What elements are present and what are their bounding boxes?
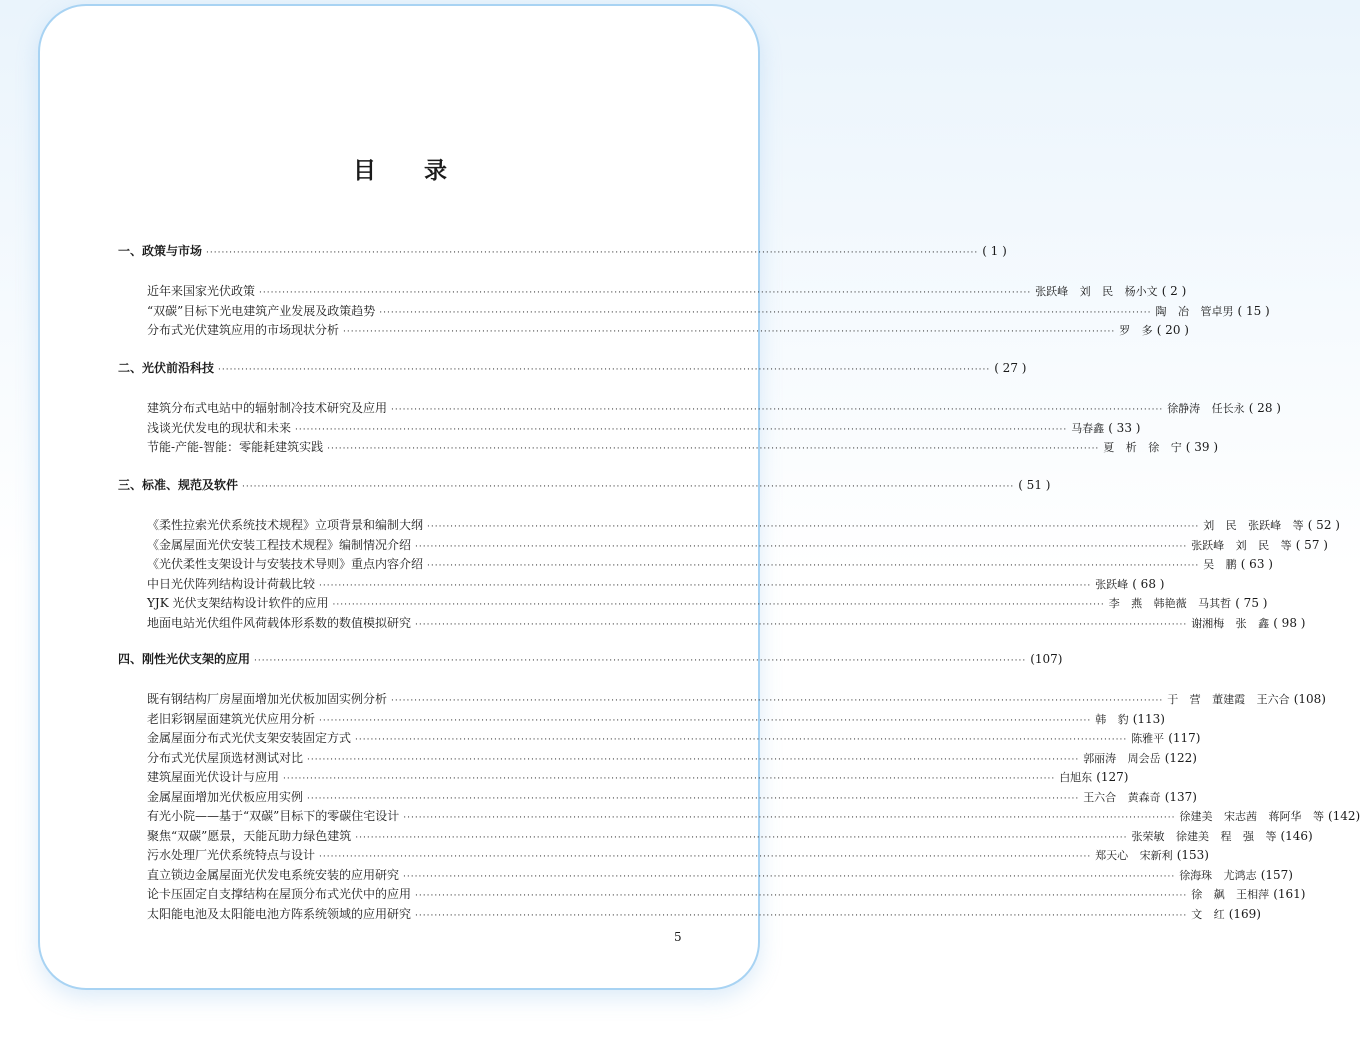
leader-dots: ········································································································································································································ <box>332 600 1105 610</box>
entry-authors: 张荣敏 徐建美 程 强 等 <box>1131 829 1277 843</box>
toc-entry <box>147 906 1261 924</box>
toc-entry <box>147 750 1197 768</box>
leader-dots: ········································································································································································································ <box>427 561 1200 571</box>
leader-dots: ········································································································································································································ <box>403 813 1176 823</box>
entry-title: 聚焦“双碳”愿景，天能瓦助力绿色建筑 <box>147 828 352 843</box>
entry-page: (169) <box>1228 906 1261 921</box>
toc-entry <box>147 828 1313 846</box>
entry-page: (157) <box>1260 867 1293 882</box>
section-title: 四、刚性光伏支架的应用 <box>118 652 251 666</box>
section-title: 三、标准、规范及软件 <box>118 478 239 492</box>
entry-page: ( 52 ) <box>1307 518 1340 532</box>
entry-page: (161) <box>1273 887 1306 901</box>
entry-title: 节能-产能-智能：零能耗建筑实践 <box>147 440 324 454</box>
entry-title: 《柔性拉索光伏系统技术规程》立项背景和编制大纲 <box>147 518 424 532</box>
entry-title: 分布式光伏屋顶选材测试对比 <box>147 750 304 765</box>
entry-page: ( 57 ) <box>1295 537 1328 552</box>
entry-page: ( 63 ) <box>1240 557 1273 571</box>
toc-entry <box>147 867 1293 885</box>
leader-dots: ········································································································································································································ <box>415 910 1188 921</box>
leader-dots: ········································································································································································································ <box>415 619 1188 630</box>
page-title: 目 录 <box>352 158 467 184</box>
entry-page: ( 75 ) <box>1235 596 1268 610</box>
entry-authors: 郭丽涛 周会岳 <box>1083 751 1161 765</box>
leader-dots: ········································································································································································································ <box>319 715 1092 726</box>
entry-page: (117) <box>1168 731 1201 745</box>
toc-entry <box>147 303 1270 321</box>
entry-page: ( 15 ) <box>1237 303 1270 318</box>
leader-dots: ········································································································································································································ <box>242 482 1015 492</box>
entry-authors: 张跃峰 <box>1095 577 1129 591</box>
toc-entry <box>147 556 1273 574</box>
entry-authors: 张跃峰 刘 民 杨小文 <box>1035 285 1158 298</box>
entry-page: ( 20 ) <box>1156 323 1189 337</box>
entry-page: (142) <box>1327 809 1360 823</box>
entry-title: 金属屋面增加光伏板应用实例 <box>147 789 304 804</box>
section-heading <box>118 360 1027 378</box>
leader-dots: ········································································································································································································ <box>355 832 1128 843</box>
toc-entry <box>147 730 1201 748</box>
leader-dots: ········································································································································································································ <box>391 696 1164 706</box>
entry-authors: 罗 多 <box>1119 324 1153 337</box>
entry-title: 近年来国家光伏政策 <box>147 284 256 298</box>
toc-entry <box>147 576 1165 594</box>
entry-page: (153) <box>1176 848 1209 862</box>
entry-authors: 郑天心 宋新利 <box>1095 849 1173 862</box>
toc-entry <box>147 537 1328 555</box>
section-heading <box>118 477 1051 495</box>
leader-dots: ········································································································································································································ <box>327 444 1100 454</box>
entry-page: (108) <box>1293 692 1326 706</box>
entry-authors: 徐 飙 王相萍 <box>1191 888 1270 901</box>
section-page: ( 27 ) <box>994 361 1027 375</box>
entry-page: ( 33 ) <box>1108 420 1141 435</box>
entry-authors: 白旭东 <box>1059 771 1093 784</box>
entry-page: ( 98 ) <box>1273 615 1306 630</box>
section-heading <box>118 243 1007 261</box>
entry-title: 有光小院——基于“双碳”目标下的零碳住宅设计 <box>147 809 400 823</box>
leader-dots: ········································································································································································································ <box>259 288 1032 298</box>
toc-entry <box>147 420 1141 438</box>
toc-entry <box>147 439 1219 457</box>
entry-authors: 于 营 董建霞 王六合 <box>1167 693 1290 706</box>
toc-entry <box>147 769 1129 787</box>
entry-authors: 李 燕 韩艳薇 马其哲 <box>1108 597 1232 610</box>
entry-authors: 谢湘梅 张 鑫 <box>1191 616 1270 630</box>
section-title: 二、光伏前沿科技 <box>118 361 215 375</box>
leader-dots: ········································································································································································································ <box>307 754 1080 765</box>
entry-page: (146) <box>1280 828 1313 843</box>
toc-entry <box>147 322 1189 340</box>
entry-title: 污水处理厂光伏系统特点与设计 <box>147 848 316 862</box>
entry-page: ( 39 ) <box>1185 440 1219 454</box>
entry-authors: 陈雅平 <box>1131 732 1165 745</box>
leader-dots: ········································································································································································································ <box>218 365 991 375</box>
entry-authors: 徐海珠 尤鸿志 <box>1179 868 1257 882</box>
leader-dots: ········································································································································································································ <box>391 405 1164 415</box>
toc-entry <box>147 400 1281 418</box>
entry-authors: 夏 析 徐 宁 <box>1103 441 1182 454</box>
leader-dots: ········································································································································································································ <box>415 891 1188 901</box>
entry-title: “双碳”目标下光电建筑产业发展及政策趋势 <box>147 303 376 318</box>
entry-title: 《金属屋面光伏安装工程技术规程》编制情况介绍 <box>147 537 412 552</box>
toc-entry <box>147 808 1360 826</box>
leader-dots: ········································································································································································································ <box>415 541 1188 552</box>
toc-entry <box>147 711 1165 729</box>
entry-authors: 文 红 <box>1191 907 1225 921</box>
entry-page: (137) <box>1164 789 1197 804</box>
entry-title: 地面电站光伏组件风荷载体形系数的数值模拟研究 <box>147 615 412 630</box>
leader-dots: ········································································································································································································ <box>254 656 1027 666</box>
entry-title: 直立锁边金属屋面光伏发电系统安装的应用研究 <box>147 867 400 882</box>
leader-dots: ········································································································································································································ <box>319 580 1092 591</box>
entry-title: 中日光伏阵列结构设计荷载比较 <box>147 576 316 591</box>
section-page: ( 51 ) <box>1018 478 1051 492</box>
entry-title: 分布式光伏建筑应用的市场现状分析 <box>147 323 340 337</box>
toc-entry <box>147 789 1197 807</box>
toc-entry <box>147 691 1326 709</box>
leader-dots: ········································································································································································································ <box>379 307 1152 318</box>
entry-page: (113) <box>1132 711 1165 726</box>
entry-authors: 陶 冶 管卓男 <box>1155 304 1234 318</box>
leader-dots: ········································································································································································································ <box>307 793 1080 804</box>
leader-dots: ········································································································································································································ <box>206 248 979 258</box>
entry-title: 《光伏柔性支架设计与安装技术导则》重点内容介绍 <box>147 557 424 571</box>
entry-authors: 张跃峰 刘 民 等 <box>1191 538 1292 552</box>
entry-title: YJK 光伏支架结构设计软件的应用 <box>147 596 329 610</box>
entry-authors: 刘 民 张跃峰 等 <box>1203 519 1304 532</box>
entry-page: (127) <box>1096 770 1129 784</box>
leader-dots: ········································································································································································································ <box>319 852 1092 862</box>
entry-title: 金属屋面分布式光伏支架安装固定方式 <box>147 731 352 745</box>
leader-dots: ········································································································································································································ <box>355 735 1128 745</box>
page-number: 5 <box>674 930 682 944</box>
toc-entry <box>147 283 1187 301</box>
entry-authors: 徐静涛 任长永 <box>1167 402 1245 415</box>
section-heading <box>118 651 1063 669</box>
entry-title: 建筑分布式电站中的辐射制冷技术研究及应用 <box>147 401 388 415</box>
toc-entry <box>147 517 1340 535</box>
entry-title: 浅谈光伏发电的现状和未来 <box>147 420 292 435</box>
toc-entry <box>147 886 1306 904</box>
entry-authors: 吴 鹏 <box>1203 558 1237 571</box>
entry-authors: 徐建美 宋志茜 蒋阿华 等 <box>1179 810 1324 823</box>
leader-dots: ········································································································································································································ <box>403 871 1176 882</box>
entry-title: 太阳能电池及太阳能电池方阵系统领域的应用研究 <box>147 906 412 921</box>
leader-dots: ········································································································································································································ <box>295 424 1068 435</box>
entry-title: 论卡压固定自支撑结构在屋顶分布式光伏中的应用 <box>147 887 412 901</box>
toc-entry <box>147 847 1209 865</box>
entry-page: ( 28 ) <box>1248 401 1281 415</box>
entry-title: 老旧彩钢屋面建筑光伏应用分析 <box>147 711 316 726</box>
leader-dots: ········································································································································································································ <box>283 774 1056 784</box>
section-page: ( 1 ) <box>982 244 1007 258</box>
leader-dots: ········································································································································································································ <box>343 327 1116 337</box>
entry-authors: 马春鑫 <box>1071 421 1105 435</box>
toc-entry <box>147 615 1306 633</box>
section-page: (107) <box>1030 652 1063 666</box>
entry-page: (122) <box>1164 750 1197 765</box>
entry-title: 既有钢结构厂房屋面增加光伏板加固实例分析 <box>147 692 388 706</box>
toc-entry <box>147 595 1268 613</box>
leader-dots: ········································································································································································································ <box>427 522 1200 532</box>
entry-page: ( 68 ) <box>1132 576 1165 591</box>
entry-page: ( 2 ) <box>1161 284 1187 298</box>
entry-authors: 韩 豹 <box>1095 712 1129 726</box>
entry-authors: 王六合 黄森奇 <box>1083 790 1161 804</box>
entry-title: 建筑屋面光伏设计与应用 <box>147 770 280 784</box>
section-title: 一、政策与市场 <box>118 244 203 258</box>
